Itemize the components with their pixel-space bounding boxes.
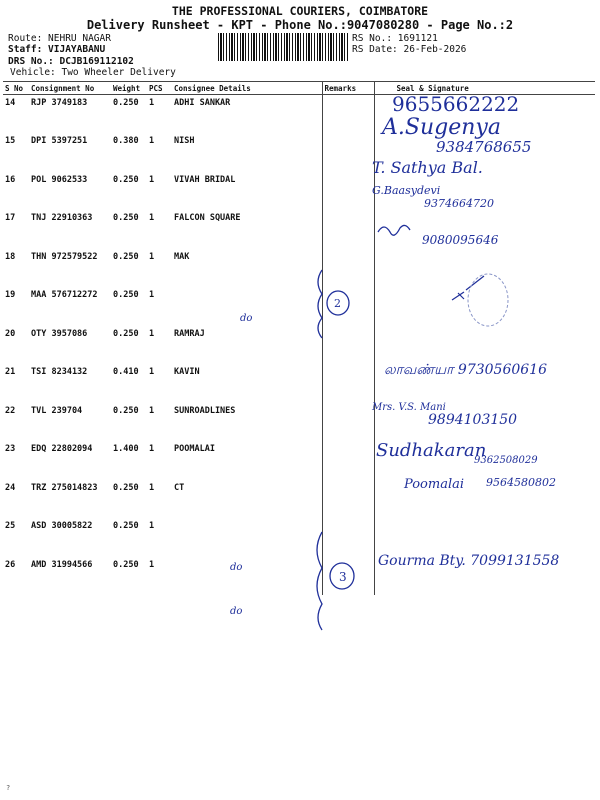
row-weight: 0.250 <box>113 559 139 570</box>
row-pcs: 1 <box>149 405 155 416</box>
row-sno: 20 <box>5 328 16 339</box>
stamp-outline-18 <box>468 274 508 326</box>
col-consignment: Consignment No <box>29 82 111 95</box>
circle-mark-19 <box>327 291 349 315</box>
row-consignment-no: OTY 3957086 <box>31 328 88 339</box>
row-consignment-no: RJP 3749183 <box>31 98 88 108</box>
circle-mark-25 <box>330 563 354 589</box>
row-pcs: 1 <box>149 98 155 108</box>
handwritten-phone-22: 9362508029 <box>474 455 538 466</box>
handwritten-signature-16b: G.Baasydevi <box>372 184 441 197</box>
handwritten-phone-15: 9384768655 <box>436 138 532 156</box>
row-weight: 1.400 <box>113 444 139 454</box>
row-consignment-no: THN 972579522 <box>31 251 98 262</box>
row-sno: 19 <box>5 290 16 300</box>
handwritten-signature-20: லாவண்யா 9730560616 <box>384 362 547 378</box>
row-consignment-no: ASD 30005822 <box>31 521 93 531</box>
row-sno: 14 <box>5 98 16 108</box>
route-label: Route: NEHRU NAGAR <box>8 33 111 44</box>
handwritten-ditto-19: do <box>240 313 253 324</box>
row-pcs: 1 <box>149 559 155 570</box>
row-consignment-no: EDQ 22802094 <box>31 444 93 454</box>
handwritten-signature-15: A.Sugenya <box>382 115 501 140</box>
row-weight: 0.250 <box>113 290 139 300</box>
row-consignee: NISH <box>172 133 322 172</box>
runsheet-subtitle: Delivery Runsheet - KPT - Phone No.:9047080280 - Page No.:2 <box>86 18 514 32</box>
rs-date: RS Date: 26-Feb-2026 <box>352 44 467 55</box>
handwritten-signature-16: T. Sathya Bal. <box>372 158 483 177</box>
drs-label: DRS No.: <box>8 56 54 67</box>
row-pcs: 1 <box>149 521 155 531</box>
handwritten-signature-25: Gourma Bty. 7099131558 <box>378 553 560 569</box>
row-pcs: 1 <box>149 174 155 185</box>
brace-rows-25-26 <box>317 532 322 630</box>
row-consignment-no: POL 9062533 <box>31 174 88 185</box>
row-sno: 16 <box>5 174 16 185</box>
handwritten-circle-25: 3 <box>339 570 347 584</box>
row-sno: 15 <box>5 136 16 146</box>
row-consignment-no: MAA 576712272 <box>31 290 98 300</box>
rs-number: RS No.: 1691121 <box>352 33 438 44</box>
row-weight: 0.250 <box>113 405 139 416</box>
row-consignee: ADHI SANKAR <box>172 95 322 134</box>
row-consignment-no: TSI 8234132 <box>31 367 88 377</box>
row-pcs: 1 <box>149 444 155 454</box>
row-sno: 18 <box>5 251 16 262</box>
row-weight: 0.250 <box>113 251 139 262</box>
col-sno: S No <box>3 82 29 95</box>
row-pcs: 1 <box>149 482 155 493</box>
row-consignee: POOMALAI <box>172 441 322 480</box>
row-consignee: SUNROADLINES <box>172 403 322 442</box>
row-weight: 0.380 <box>113 136 139 146</box>
row-weight: 0.250 <box>113 98 139 108</box>
row-pcs: 1 <box>149 136 155 146</box>
handwritten-circle-19: 2 <box>334 297 341 310</box>
row-consignment-no: TRZ 275014823 <box>31 482 98 493</box>
row-sno: 23 <box>5 444 16 454</box>
col-signature: Seal & Signature <box>374 82 595 95</box>
staff-label: Staff: VIJAYABANU <box>8 44 106 55</box>
row-weight: 0.410 <box>113 367 139 377</box>
drs-value: DCJB169112102 <box>59 56 134 67</box>
runsheet-title: THE PROFESSIONAL COURIERS, COIMBATORE <box>171 4 429 18</box>
col-consignee: Consignee Details <box>172 82 322 95</box>
handwritten-phone-17b: 9080095646 <box>422 233 499 247</box>
row-weight: 0.250 <box>113 521 139 531</box>
row-pcs: 1 <box>149 213 155 223</box>
footer-mark: ? <box>6 784 11 792</box>
row-consignee: CT <box>172 480 322 519</box>
row-consignee: KAVIN <box>172 364 322 403</box>
row-consignee: MAK <box>172 249 322 288</box>
row-sno: 24 <box>5 482 16 493</box>
handwritten-phone-14: 9655662222 <box>392 92 520 116</box>
row-consignee: RAMRAJ <box>172 326 322 365</box>
signature-scribble-17 <box>378 225 410 235</box>
row-pcs: 1 <box>149 251 155 262</box>
row-consignee: VIVAH BRIDAL <box>172 172 322 211</box>
vehicle-label: Vehicle: Two Wheeler Delivery <box>10 67 176 78</box>
row-sno: 22 <box>5 405 16 416</box>
row-pcs: 1 <box>149 328 155 339</box>
row-weight: 0.250 <box>113 174 139 185</box>
row-sno: 21 <box>5 367 16 377</box>
handwritten-ditto-26: do <box>230 606 243 617</box>
row-consignment-no: TVL 239704 <box>31 405 83 416</box>
row-pcs: 1 <box>149 367 155 377</box>
brace-rows-18-19 <box>318 270 322 338</box>
col-remarks: Remarks <box>322 82 374 95</box>
row-sno: 17 <box>5 213 16 223</box>
handwritten-signature-22: Sudhakaran <box>376 440 487 461</box>
handwritten-phone-23: 9564580802 <box>486 476 556 489</box>
handwritten-phone-17a: 9374664720 <box>424 197 494 210</box>
row-pcs: 1 <box>149 290 155 300</box>
row-sno: 25 <box>5 521 16 531</box>
row-consignment-no: TNJ 22910363 <box>31 213 93 223</box>
handwritten-phone-21: 9894103150 <box>428 412 518 428</box>
col-weight: Weight <box>111 82 147 95</box>
row-weight: 0.250 <box>113 213 139 223</box>
row-weight: 0.250 <box>113 328 139 339</box>
row-consignment-no: AMD 31994566 <box>31 559 93 570</box>
row-weight: 0.250 <box>113 482 139 493</box>
handwritten-name-21: Mrs. V.S. Mani <box>372 402 446 413</box>
row-sno: 26 <box>5 559 16 570</box>
handwritten-ditto-25: do <box>230 562 243 573</box>
row-consignment-no: DPI 5397251 <box>31 136 88 146</box>
col-pcs: PCS <box>147 82 172 95</box>
handwritten-signature-23: Poomalai <box>404 477 465 492</box>
row-consignee: FALCON SQUARE <box>172 210 322 249</box>
